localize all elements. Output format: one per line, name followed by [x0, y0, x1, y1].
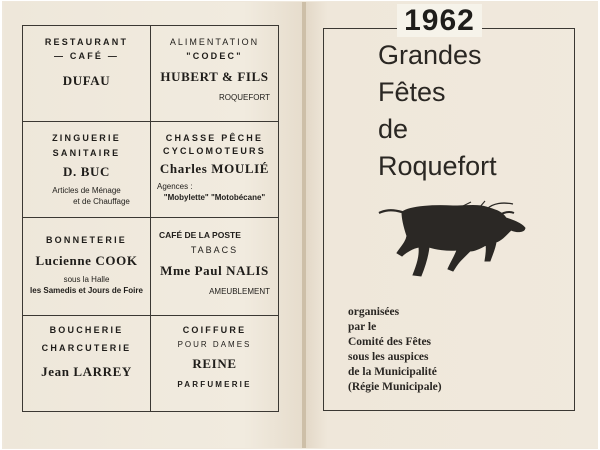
page-title	[378, 37, 497, 185]
ad-detail: "Mobylette" "Motobécane"	[163, 193, 266, 202]
organizers-line: (Régie Municipale)	[348, 381, 442, 393]
ad-detail: PARFUMERIE	[177, 380, 252, 389]
year-label	[397, 4, 482, 37]
ad-category: BONNETERIE	[45, 235, 127, 245]
ad-detail: et de Chauffage	[73, 197, 130, 206]
title-line: Fêtes	[378, 77, 446, 107]
ad-category: POUR DAMES	[177, 340, 252, 349]
ad-bonneterie-cook	[23, 235, 150, 295]
title-line: Grandes	[378, 40, 482, 70]
ad-category: "CODEC"	[186, 51, 243, 61]
grid-divider-2	[23, 217, 278, 218]
ad-detail: AMEUBLEMENT	[209, 287, 270, 296]
grid-divider-3	[23, 315, 278, 316]
ad-category: CHASSE PÊCHE	[165, 133, 264, 143]
ad-category: CYCLOMOTEURS	[163, 146, 266, 156]
ad-category: CAFÉ DE LA POSTE	[159, 230, 241, 240]
title-line: Roquefort	[378, 151, 497, 181]
center-fold	[302, 2, 306, 448]
ad-business-name: Lucienne COOK	[35, 253, 138, 268]
ad-business-name: D. BUC	[63, 164, 110, 179]
ad-category: — CAFÉ —	[53, 51, 120, 61]
ad-category: SANITAIRE	[52, 148, 121, 158]
ad-category: ZINGUERIE	[52, 133, 121, 143]
ad-codec-hubert	[151, 37, 278, 102]
ad-detail: Agences :	[157, 182, 193, 191]
ad-category: ALIMENTATION	[169, 37, 260, 47]
ad-detail: les Samedis et Jours de Foire	[30, 286, 143, 295]
ad-detail: sous la Halle	[63, 275, 110, 284]
ad-category: RESTAURANT	[44, 37, 129, 47]
ad-business-name: DUFAU	[62, 73, 111, 88]
ad-business-name: REINE	[192, 356, 237, 371]
ad-detail: ROQUEFORT	[219, 93, 270, 102]
grid-divider-1	[23, 121, 278, 122]
ad-zinguerie-buc	[23, 133, 150, 206]
year-text: 1962	[404, 4, 475, 37]
bull-icon	[375, 200, 530, 282]
ad-business-name: HUBERT & FILS	[160, 69, 269, 84]
ad-business-name: Mme Paul NALIS	[160, 263, 269, 278]
ad-business-name: Charles MOULIÉ	[159, 161, 270, 176]
title-line: de	[378, 114, 409, 144]
ad-chasse-moulie	[151, 133, 278, 202]
ad-category: CHARCUTERIE	[41, 343, 132, 353]
ad-coiffure-reine	[151, 325, 278, 389]
ad-boucherie-larrey	[23, 325, 150, 380]
ad-restaurant-dufau	[23, 37, 150, 89]
organizers-line: par le	[348, 321, 377, 333]
organizers-line: organisées	[348, 306, 400, 318]
ad-category: BOUCHERIE	[49, 325, 124, 335]
ads-grid	[22, 25, 279, 412]
ad-category: COIFFURE	[182, 325, 247, 335]
organizers-line: sous les auspices	[348, 351, 429, 363]
ad-cafe-nalis	[151, 230, 278, 296]
organizers-line: de la Municipalité	[348, 366, 437, 378]
ad-category: TABACS	[190, 245, 239, 255]
organizers-text	[348, 305, 442, 395]
organizers-line: Comité des Fêtes	[348, 336, 432, 348]
ad-detail: Articles de Ménage	[52, 186, 121, 195]
ad-business-name: Jean LARREY	[41, 364, 132, 379]
